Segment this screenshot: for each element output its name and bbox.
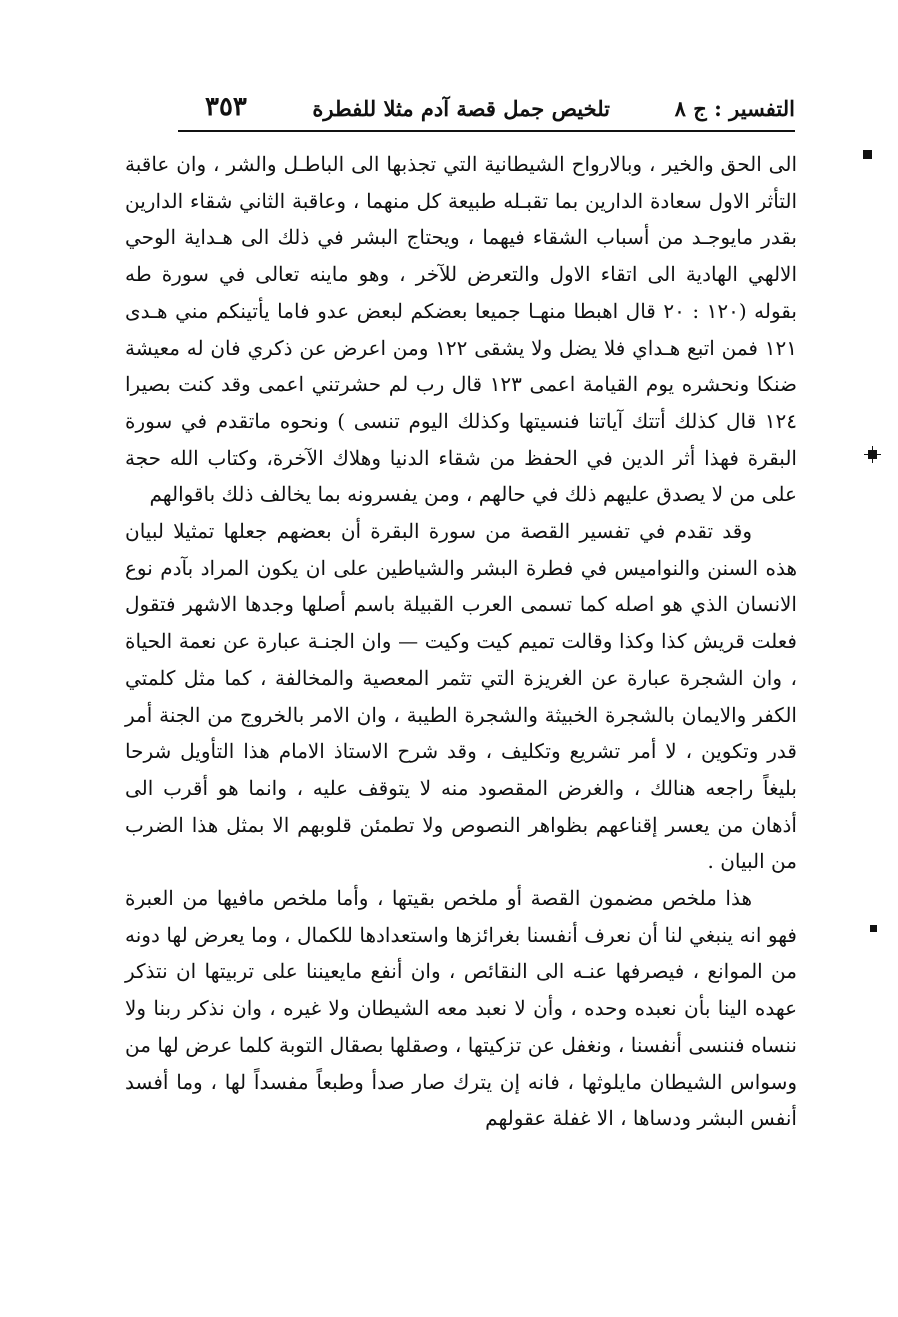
running-header-label: التفسير : ج ٨: [674, 96, 795, 121]
scan-mark: [870, 925, 877, 932]
paragraph-3: هذا ملخص مضمون القصة أو ملخص بقيتها ، وأما ملخص مافيها من العبرة فهو انه ينبغي لنا أن نعرف أنفسنا بغرائزها واستعدادها للكمال ، وما يعرض لها دونه من الموانع ، فيصرفها عنـه الى النقائص ، وان أنفع مايعيننا على تربيتها ان نتذكر عهده الينا بأن نعبده وحده ، وأن لا نعبد معه الشيطان ولا غيره ، وان نذكر ربنا ولا ننساه فننسى أنفسنا ، ونغفل عن تزكيتها ، وصقلها بصقال التوبة كلما عرض لها من وسواس الشيطان مايلوثها ، فانه إن يترك صار صدأ وطبعاً مفسداً لها ، وما أفسد أنفس البشر ودساها ، الا غفلة عقولهم: [125, 886, 797, 1131]
body-text: [125, 146, 797, 1137]
paragraph-2: وقد تقدم في تفسير القصة من سورة البقرة أن بعضهم جعلها تمثيلا لبيان هذه السنن والنواميس في فطرة البشر والشياطين على ان يكون المراد بآدم نوع الانسان الذي هو اصله كما تسمى العرب القبيلة باسم أصلها وجدها الاشهر فتقول فعلت قريش كذا وكذا وقالت تميم كيت وكيت — وان الجنـة عبارة عن نعمة الحياة ، وان الشجرة عبارة عن الغريزة التي تثمر المعصية والمخالفة ، كما مثل كلمتي الكفر والايمان بالشجرة الخبيثة والشجرة الطيبة ، وان الامر بالخروج من الجنة أمر قدر وتكوين ، لا أمر تشريع وتكليف ، وقد شرح الاستاذ الامام هذا التأويل شرحا بليغاً راجعه هنالك ، والغرض المقصود منه لا يتوقف عليه ، وانما هو أقرب الى أذهان من يعسر إقناعهم بظواهر النصوص ولا تطمئن قلوبهم الا بمثل هذا الضرب من البيان .: [125, 519, 797, 874]
registration-mark: [868, 450, 877, 459]
running-header-title: تلخيص جمل قصة آدم مثلا للفطرة: [312, 96, 610, 121]
page-header: [175, 92, 795, 132]
paragraph-1: الى الحق والخير ، وبالارواح الشيطانية التي تجذبها الى الباطـل والشر ، وان عاقبة التأثر الاول سعادة الدارين بما تقبـله طبيعة كل منهما ، وعاقبة الثاني شقاء الدارين بقدر مايوجـد من أسباب الشقاء فيهما ، ويحتاج البشر في ذلك الى هـداية الوحي الالهي الهادية الى اتقاء الاول والتعرض للآخر ، وهو ماينه تعالى في سورة طه بقوله (١٢٠ : ٢٠ قال اهبطا منهـا جميعا بعضكم لبعض عدو فاما يأتينكم مني هـدى ١٢١ فمن اتبع هـداي فلا يضل ولا يشقى ١٢٢ ومن اعرض عن ذكري فان له معيشة ضنكا ونحشره يوم القيامة اعمى ١٢٣ قال رب لم حشرتني اعمى وقد كنت بصيرا ١٢٤ قال كذلك أتتك آياتنا فنسيتها وكذلك اليوم تنسى ) ونحوه ماتقدم في سورة البقرة فهذا أثر الدين في الحفظ من شقاء الدنيا وهلاك الآخرة، وكتاب الله حجة على من لا يصدق عليهم ذلك في حالهم ، ومن يفسرونه بما يخالف ذلك باقوالهم: [125, 152, 798, 507]
header-rule: [178, 130, 795, 132]
page-number: ٣٥٣: [205, 92, 247, 122]
scan-mark: [863, 150, 872, 159]
